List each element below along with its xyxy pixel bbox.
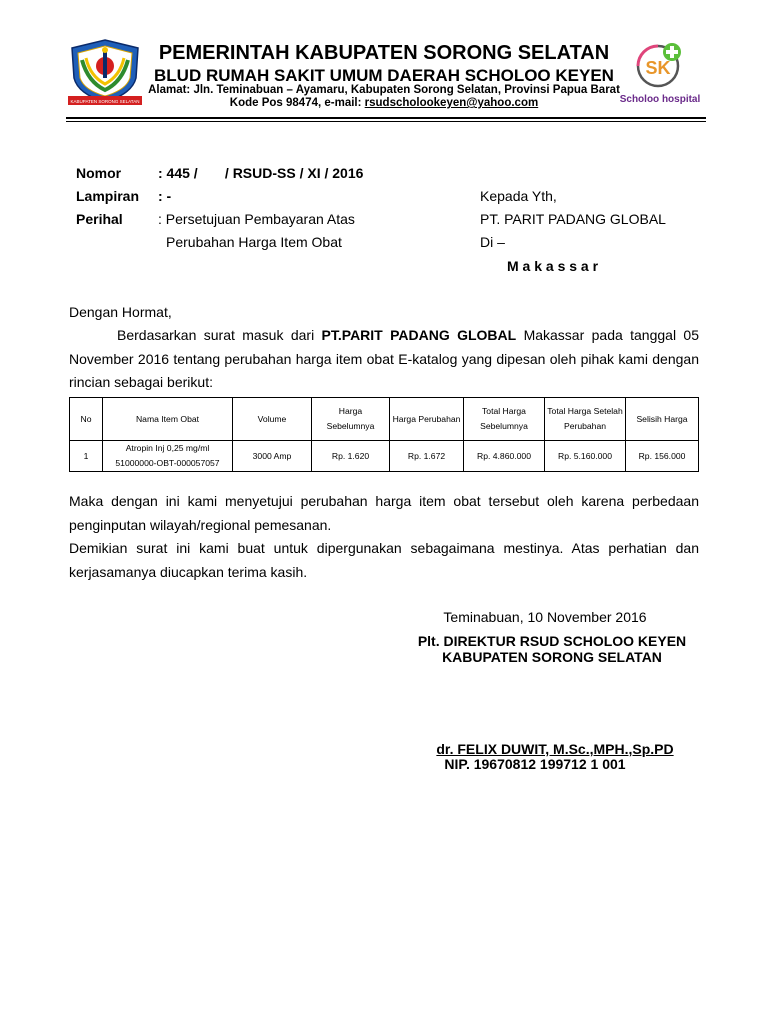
paragraph-request bbox=[69, 324, 699, 395]
right-logo-caption: Scholoo hospital bbox=[619, 94, 701, 105]
letterhead-divider-thick bbox=[66, 117, 706, 119]
cell-volume: 3000 Amp bbox=[233, 441, 312, 472]
col-header-prev-price: Harga Sebelumnya bbox=[312, 398, 390, 441]
col-header-new-total: Total Harga Setelah Perubahan bbox=[545, 398, 626, 441]
paragraph-closing-line2: kerjasamanya diucapkan terima kasih. bbox=[69, 563, 308, 580]
cell-new-total: Rp. 5.160.000 bbox=[545, 441, 626, 472]
recipient-greeting: Kepada Yth, bbox=[480, 188, 557, 204]
paragraph-approval-line1: Maka dengan ini kami menyetujui perubahan harga item obat tersebut oleh karena perbedaan bbox=[69, 493, 699, 509]
col-header-prev-total: Total Harga Sebelumnya bbox=[464, 398, 545, 441]
cell-no: 1 bbox=[70, 441, 103, 472]
cell-new-price: Rp. 1.672 bbox=[390, 441, 464, 472]
price-change-table bbox=[69, 397, 699, 472]
signatory-title-line1: Plt. DIREKTUR RSUD SCHOLOO KEYEN bbox=[417, 633, 687, 649]
nomor-value: : 445 / / RSUD-SS / XI / 2016 bbox=[158, 165, 364, 181]
hospital-title: BLUD RUMAH SAKIT UMUM DAERAH SCHOLOO KEYEN bbox=[154, 66, 614, 85]
signatory-title-line2: KABUPATEN SORONG SELATAN bbox=[442, 649, 662, 665]
col-header-no: No bbox=[70, 398, 103, 441]
nomor-label: Nomor bbox=[76, 165, 122, 181]
item-code: 51000000-OBT-000057057 bbox=[115, 458, 220, 468]
right-logo-initials: SK bbox=[645, 58, 671, 78]
paragraph-request-line1 bbox=[69, 324, 699, 348]
col-header-new-price: Harga Perubahan bbox=[390, 398, 464, 441]
perihal-value-line2: Perubahan Harga Item Obat bbox=[166, 234, 342, 250]
item-name: Atropin Inj 0,25 mg/ml bbox=[125, 443, 210, 453]
perihal-value-line1: : Persetujuan Pembayaran Atas bbox=[158, 211, 355, 227]
postal-email-line bbox=[110, 97, 658, 109]
place-date: Teminabuan, 10 November 2016 bbox=[443, 609, 647, 625]
address-line: Alamat: Jln. Teminabuan – Ayamaru, Kabupaten Sorong Selatan, Provinsi Papua Barat bbox=[148, 84, 620, 96]
signatory-name: dr. FELIX DUWIT, M.Sc.,MPH.,Sp.PD bbox=[436, 741, 674, 757]
emblem-ribbon-text: KABUPATEN SORONG SELATAN bbox=[70, 99, 140, 104]
paragraph-approval-line2: penginputan wilayah/regional pemesanan. bbox=[69, 516, 332, 533]
cell-item bbox=[103, 441, 233, 472]
recipient-city: M a k a s s a r bbox=[507, 258, 599, 274]
col-header-difference: Selisih Harga bbox=[626, 398, 699, 441]
lampiran-label: Lampiran bbox=[76, 188, 140, 204]
p1-date: Makassar pada tanggal 05 bbox=[516, 327, 699, 343]
greeting: Dengan Hormat, bbox=[69, 304, 172, 320]
letterhead-divider-thin bbox=[66, 121, 706, 122]
paragraph-closing-line1: Demikian surat ini kami buat untuk dipergunakan sebagaimana mestinya. Atas perhatian dan bbox=[69, 540, 699, 556]
paragraph-request-line2: November 2016 tentang perubahan harga item obat E-katalog yang dipesan oleh pihak kami dengan bbox=[69, 350, 699, 367]
signatory-nip: NIP. 19670812 199712 1 001 bbox=[444, 756, 626, 772]
recipient-company: PT. PARIT PADANG GLOBAL bbox=[480, 211, 666, 227]
cell-prev-price: Rp. 1.620 bbox=[312, 441, 390, 472]
col-header-volume: Volume bbox=[233, 398, 312, 441]
col-header-item: Nama Item Obat bbox=[103, 398, 233, 441]
paragraph-request-line3: rincian sebagai berikut: bbox=[69, 374, 213, 390]
p1-intro: Berdasarkan surat masuk dari bbox=[117, 327, 322, 343]
cell-prev-total: Rp. 4.860.000 bbox=[464, 441, 545, 472]
email-link[interactable]: rsudscholookeyen@yahoo.com bbox=[364, 97, 539, 109]
government-title: PEMERINTAH KABUPATEN SORONG SELATAN bbox=[158, 42, 610, 64]
table-row bbox=[70, 441, 699, 472]
paragraph-approval bbox=[69, 490, 699, 584]
cell-difference: Rp. 156.000 bbox=[626, 441, 699, 472]
perihal-label: Perihal bbox=[76, 211, 123, 227]
table-header-row bbox=[70, 398, 699, 441]
p1-company: PT.PARIT PADANG GLOBAL bbox=[321, 327, 517, 343]
postal-code-text: Kode Pos 98474, e-mail: bbox=[229, 97, 365, 109]
recipient-di: Di – bbox=[480, 234, 505, 250]
lampiran-value: : - bbox=[158, 188, 172, 204]
